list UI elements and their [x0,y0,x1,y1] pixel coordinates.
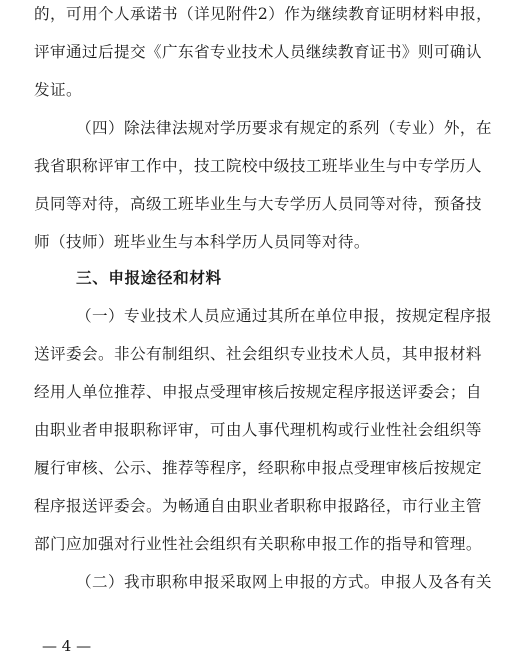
text-line: 员同等对待，高级工班毕业生与大专学历人员同等对待，预备技 [34,195,482,213]
text-line: 由职业者申报职称评审，可由人事代理机构或行业性社会组织等 [34,421,482,439]
section-heading: 三、申报途径和材料 [76,269,222,287]
text-line: 经用人单位推荐、申报点受理审核后按规定程序报送评委会；自 [34,383,482,401]
text-line: （二）我市职称申报采取网上申报的方式。申报人及各有关 [76,573,492,591]
text-line: 发证。 [34,81,82,99]
text-line: （一）专业技术人员应通过其所在单位申报，按规定程序报 [76,307,492,325]
text-line: 评审通过后提交《广东省专业技术人员继续教育证书》则可确认 [34,43,482,61]
text-line: 师（技师）班毕业生与本科学历人员同等对待。 [34,233,370,251]
text-line: 的，可用个人承诺书（详见附件2）作为继续教育证明材料申报， [34,5,493,23]
text-line: 履行审核、公示、推荐等程序，经职称申报点受理审核后按规定 [34,459,482,477]
text-line: 程序报送评委会。为畅通自由职业者职称申报路径，市行业主管 [34,497,482,515]
text-line: 我省职称评审工作中，技工院校中级技工班毕业生与中专学历人 [34,157,482,175]
text-line: （四）除法律法规对学历要求有规定的系列（专业）外，在 [76,119,492,137]
page-number: — 4 — [42,637,92,655]
text-line: 部门应加强对行业性社会组织有关职称申报工作的指导和管理。 [34,535,482,553]
text-line: 送评委会。非公有制组织、社会组织专业技术人员，其申报材料 [34,345,482,363]
